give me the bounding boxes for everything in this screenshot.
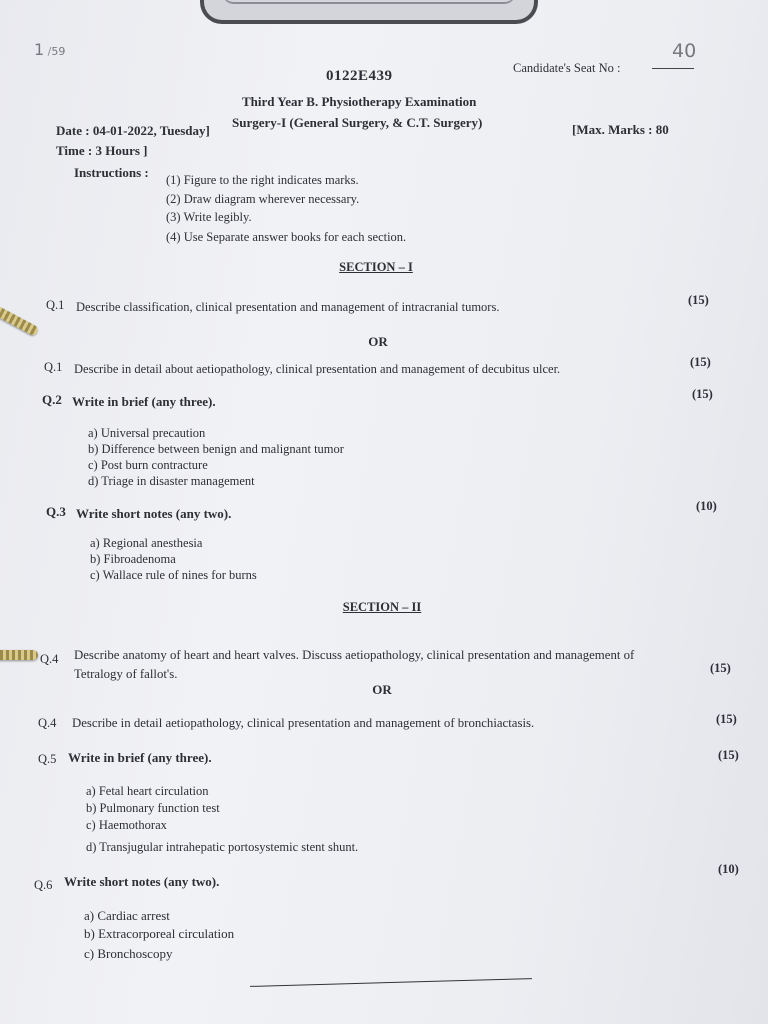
q3-text: Write short notes (any two). — [76, 506, 232, 521]
q4b-marks: (15) — [716, 712, 737, 726]
seat-underline — [652, 68, 694, 69]
q3-item: b) Fibroadenoma — [90, 552, 176, 566]
q6-text: Write short notes (any two). — [64, 874, 220, 889]
q5-marks: (15) — [718, 748, 739, 762]
q3-item: a) Regional anesthesia — [90, 536, 203, 550]
q4a-number: Q.4 — [40, 652, 59, 666]
or-divider: OR — [368, 334, 388, 349]
q6-item: a) Cardiac arrest — [84, 908, 170, 923]
q2-item: b) Difference between benign and malignant tumor — [88, 442, 344, 456]
q5-item: d) Transjugular intrahepatic portosystemic stent shunt. — [86, 840, 359, 854]
q6-marks: (10) — [718, 862, 739, 876]
q4a-text: Describe anatomy of heart and heart valves. Discuss aetiopathology, clinical presentation and management of — [74, 648, 635, 662]
q2-number: Q.2 — [42, 392, 62, 407]
q3-marks: (10) — [696, 499, 717, 513]
q3-item: c) Wallace rule of nines for burns — [90, 568, 257, 582]
q5-text: Write in brief (any three). — [68, 750, 212, 765]
binder-ring — [0, 305, 40, 336]
instruction-item: (4) Use Separate answer books for each section. — [166, 230, 407, 244]
q4a-marks: (15) — [710, 661, 731, 675]
exam-time: Time : 3 Hours ] — [56, 143, 148, 158]
q1a-number: Q.1 — [46, 298, 65, 312]
instructions-label: Instructions : — [74, 165, 149, 180]
seat-value: 40 — [672, 40, 697, 62]
clipboard-clip — [200, 0, 538, 24]
q5-item: a) Fetal heart circulation — [86, 784, 209, 798]
q6-item: c) Bronchoscopy — [84, 946, 173, 961]
q4a-text-continued: Tetralogy of fallot's. — [74, 667, 178, 681]
instruction-item: (1) Figure to the right indicates marks. — [166, 173, 359, 187]
end-rule — [250, 978, 532, 987]
seat-label: Candidate's Seat No : — [513, 61, 621, 75]
q2-item: a) Universal precaution — [88, 426, 206, 440]
max-marks: [Max. Marks : 80 — [572, 122, 669, 137]
q2-item: d) Triage in disaster management — [88, 474, 255, 488]
q1a-marks: (15) — [688, 293, 709, 307]
instruction-item: (3) Write legibly. — [166, 210, 252, 224]
q1b-number: Q.1 — [44, 360, 63, 374]
q2-text: Write in brief (any three). — [72, 394, 216, 409]
page-number: 1 — [34, 40, 45, 59]
page-marker: 1 /59 — [34, 40, 66, 59]
q5-item: c) Haemothorax — [86, 818, 167, 832]
or-divider: OR — [372, 682, 392, 697]
exam-title: Third Year B. Physiotherapy Examination — [242, 94, 477, 109]
instruction-item: (2) Draw diagram wherever necessary. — [166, 192, 360, 206]
q2-item: c) Post burn contracture — [88, 458, 208, 472]
section-2-title: SECTION – II — [342, 600, 422, 614]
q3-number: Q.3 — [46, 504, 66, 519]
q4b-text: Describe in detail aetiopathology, clinical presentation and management of bronchiactasis. — [72, 716, 535, 730]
q1b-marks: (15) — [690, 355, 711, 369]
page-total: 59 — [51, 45, 66, 58]
q5-item: b) Pulmonary function test — [86, 801, 220, 815]
q5-number: Q.5 — [38, 752, 57, 766]
exam-date: Date : 04-01-2022, Tuesday] — [56, 123, 210, 138]
q1b-text: Describe in detail about aetiopathology, clinical presentation and management of decubitus ulcer. — [74, 362, 561, 376]
q6-item: b) Extracorporeal circulation — [84, 926, 235, 941]
binder-ring — [0, 650, 38, 660]
paper-code: 0122E439 — [326, 68, 393, 84]
section-1-title: SECTION – I — [339, 260, 413, 274]
q4b-number: Q.4 — [38, 716, 57, 730]
subject: Surgery-I (General Surgery, & C.T. Surgery) — [232, 115, 483, 130]
q6-number: Q.6 — [34, 878, 53, 892]
q1a-text: Describe classification, clinical presentation and management of intracranial tumors. — [76, 300, 500, 314]
q2-marks: (15) — [692, 387, 713, 401]
